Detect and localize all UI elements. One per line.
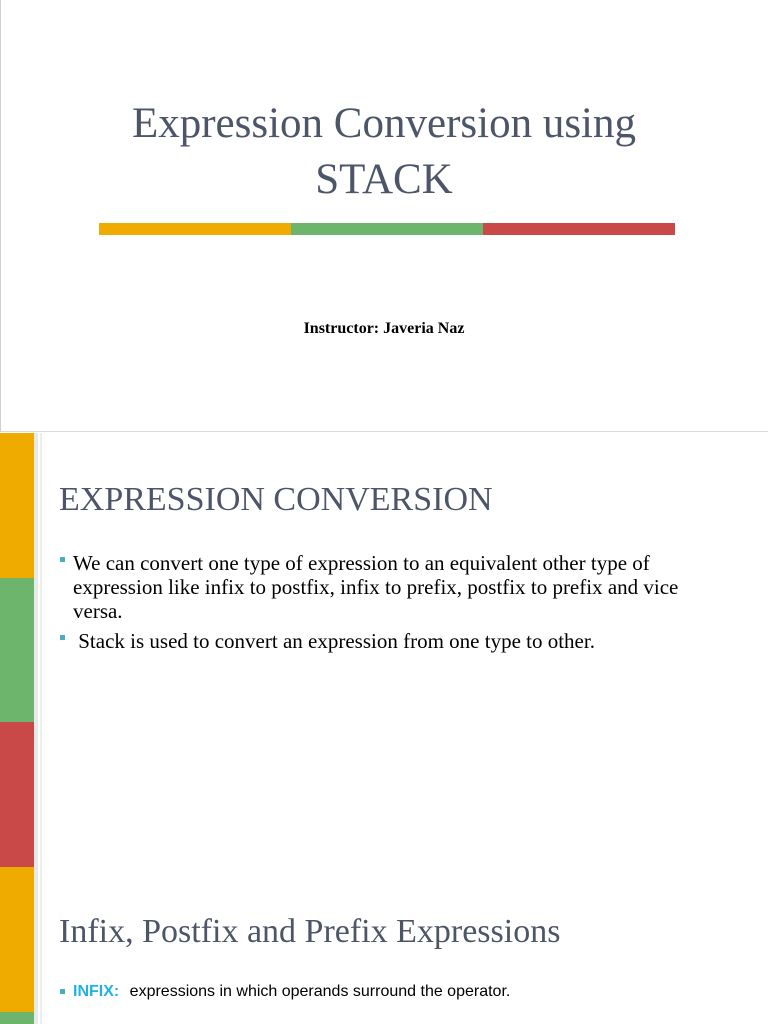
divider-red-segment <box>483 223 675 235</box>
bullet-list <box>60 551 720 659</box>
slide-heading: EXPRESSION CONVERSION <box>59 481 493 518</box>
slide-title-line-2: STACK <box>315 156 453 203</box>
sidebar-inner-stripe <box>34 433 38 867</box>
term-label: INFIX: <box>73 983 120 1000</box>
bullet-text: expressions in which operands surround the operator. <box>125 983 511 1000</box>
title-slide <box>0 0 768 432</box>
square-bullet-icon <box>60 635 65 640</box>
expression-conversion-slide <box>0 433 768 867</box>
bullet-text: Stack is used to convert an expression from one type to other. <box>73 629 595 653</box>
bullet-text: We can convert one type of expression to an equivalent other type of expression like infix to postfix, infix to prefix, postfix to prefix and vice versa. <box>73 551 679 623</box>
square-bullet-icon <box>60 557 65 562</box>
infix-postfix-prefix-slide <box>0 867 768 1024</box>
list-item <box>60 981 720 1003</box>
square-bullet-icon <box>60 989 65 994</box>
slide-title <box>60 96 708 208</box>
divider-orange-segment <box>99 223 291 235</box>
slide-left-edge <box>0 0 1 432</box>
list-item <box>60 629 720 653</box>
slide-title-line-1: Expression Conversion using <box>131 100 637 147</box>
sidebar-divider-line <box>40 433 42 867</box>
bullet-list <box>60 981 720 1009</box>
sidebar-inner-stripe <box>34 867 38 1024</box>
sidebar-orange-band <box>0 867 34 1012</box>
list-item <box>60 551 720 623</box>
sidebar-green-band <box>0 1012 34 1024</box>
sidebar-orange-band <box>0 433 34 578</box>
tricolor-divider <box>99 223 675 235</box>
slide-heading: Infix, Postfix and Prefix Expressions <box>59 913 561 950</box>
sidebar-divider-line <box>40 867 42 1024</box>
divider-green-segment <box>291 223 483 235</box>
instructor-name: Instructor: Javeria Naz <box>303 320 465 337</box>
sidebar-green-band <box>0 578 34 722</box>
sidebar-red-band <box>0 722 34 867</box>
